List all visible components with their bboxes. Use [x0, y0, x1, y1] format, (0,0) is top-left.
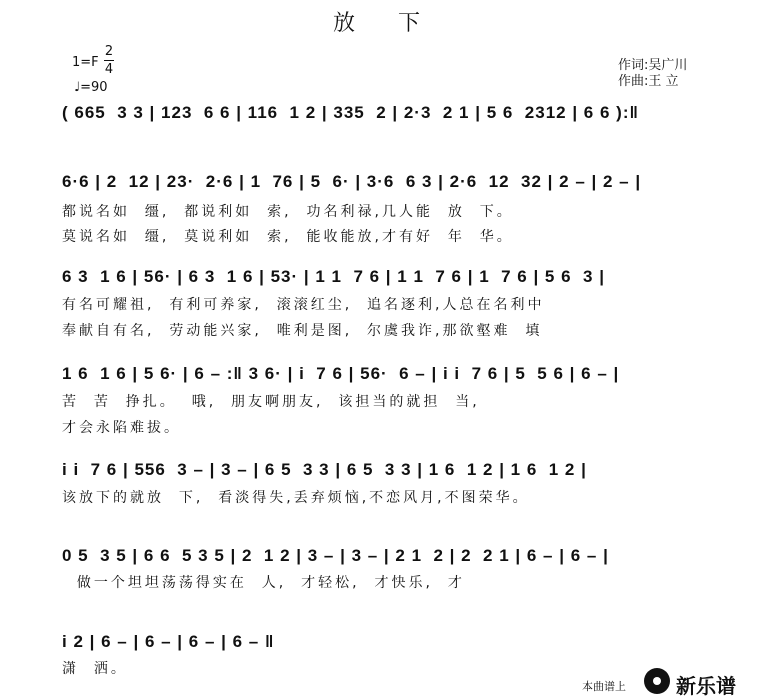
lyricist-credit: 作词:吴广川 — [618, 58, 688, 73]
time-divider — [104, 60, 114, 61]
lyric-verse-1: 苦 苦 挣扎。 哦, 朋友啊朋友, 该担当的就担 当, — [62, 394, 480, 410]
notation-line: i 2 | 6 – | 6 – | 6 – | 6 – ‖ — [62, 632, 275, 651]
key-signature: 1=F — [72, 55, 99, 70]
watermark-note: 本曲谱上 — [582, 680, 626, 693]
lyric-verse-1: 有名可耀祖, 有利可养家, 滚滚红尘, 追名逐利,人总在名利中 — [62, 297, 545, 313]
notation-line: 1 6 1 6 | 5 6· | 6 – :‖ 3 6· | i 7 6 | 56· 6 – | i i 7 6 | 5 5 6 | 6 – | — [62, 364, 620, 383]
lyric-verse-2: 才会永陷难拔。 — [62, 420, 181, 436]
vinyl-record-icon — [644, 668, 670, 694]
site-brand: 新乐谱 — [676, 674, 736, 698]
notation-line: 0 5 3 5 | 6 6 5 3 5 | 2 1 2 | 3 – | 3 – | 2 1 2 | 2 2 1 | 6 – | 6 – | — [62, 546, 609, 565]
time-numerator: 2 — [104, 44, 114, 59]
lyric-verse-1: 做一个坦坦荡荡得实在 人, 才轻松, 才快乐, 才 — [62, 575, 465, 591]
notation-line: 6·6 | 2 12 | 23· 2·6 | 1 76 | 5 6· | 3·6 6 3 | 2·6 12 32 | 2 – | 2 – | — [62, 172, 642, 191]
time-denominator: 4 — [104, 62, 114, 77]
lyric-verse-1: 潇 洒。 — [62, 661, 128, 677]
lyric-verse-2: 莫说名如 缰, 莫说利如 索, 能收能放,才有好 年 华。 — [62, 229, 514, 245]
lyric-verse-2: 奉献自有名, 劳动能兴家, 唯利是图, 尔虞我诈,那欲壑难 填 — [62, 323, 543, 339]
site-watermark — [560, 668, 765, 698]
composer-credit: 作曲:王 立 — [618, 74, 679, 89]
notation-line: 6 3 1 6 | 56· | 6 3 1 6 | 53· | 1 1 7 6 | 1 1 7 6 | 1 7 6 | 5 6 3 | — [62, 267, 605, 286]
lyric-verse-1: 都说名如 缰, 都说利如 索, 功名利禄,几人能 放 下。 — [62, 204, 514, 220]
time-signature — [104, 44, 114, 77]
notation-line: i i 7 6 | 556 3 – | 3 – | 6 5 3 3 | 6 5 3 3 | 1 6 1 2 | 1 6 1 2 | — [62, 460, 587, 479]
notation-line: ( 665 3 3 | 123 6 6 | 116 1 2 | 335 2 | 2·3 2 1 | 5 6 2312 | 6 6 ):‖ — [62, 103, 639, 122]
lyric-verse-1: 该放下的就放 下, 看淡得失,丢弃烦恼,不恋风月,不图荣华。 — [62, 490, 530, 506]
song-title: 放 下 — [333, 11, 438, 36]
tempo-mark: ♩=90 — [74, 80, 108, 95]
